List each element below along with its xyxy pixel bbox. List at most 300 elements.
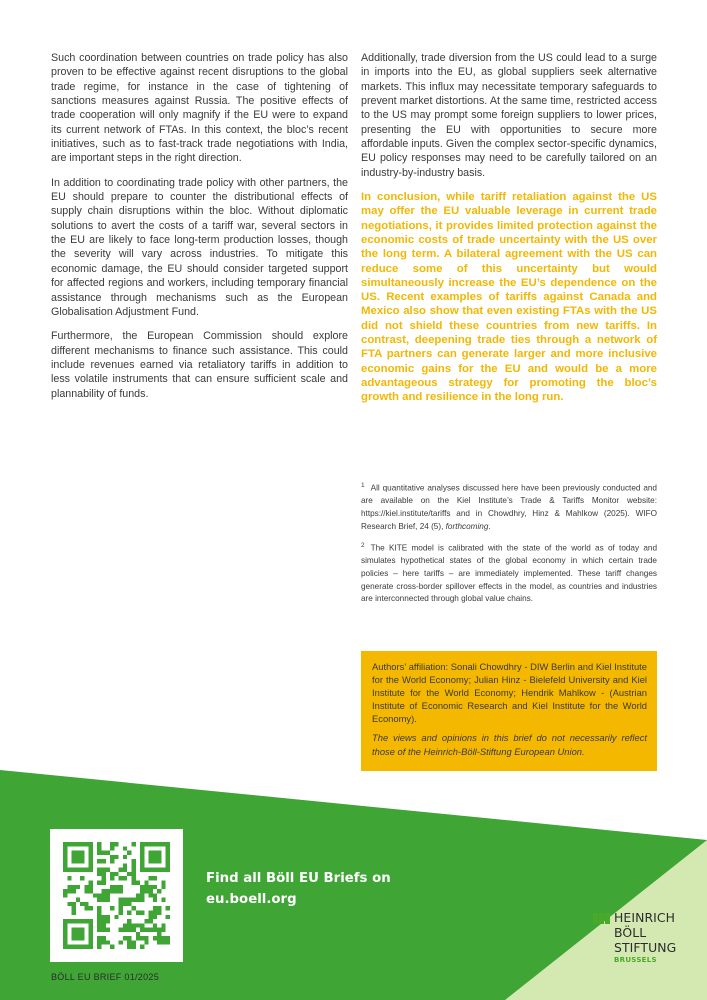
qr-module: [140, 898, 144, 902]
qr-module: [127, 936, 131, 940]
qr-module: [166, 859, 170, 863]
qr-module: [127, 945, 131, 949]
qr-module: [89, 936, 93, 940]
qr-module: [80, 876, 84, 880]
qr-module: [149, 851, 153, 855]
brief-number: BÖLL EU BRIEF 01/2025: [51, 972, 160, 982]
qr-module: [80, 851, 84, 855]
qr-module: [72, 885, 76, 889]
qr-module: [110, 859, 114, 863]
author-affiliation-box: [361, 651, 657, 771]
qr-module: [97, 940, 101, 944]
qr-module: [136, 898, 140, 902]
qr-module: [149, 842, 153, 846]
qr-module: [140, 855, 144, 859]
qr-module: [166, 936, 170, 940]
qr-module: [131, 872, 135, 876]
qr-module: [144, 889, 148, 893]
qr-module: [89, 885, 93, 889]
qr-module: [166, 863, 170, 867]
authors-affiliation: Authors’ affiliation: Sonali Chowdhry - DIW Berlin and Kiel Institute for the World Economy; Julian Hinz - Bielefeld University and Kiel Institute for the World Economy; Hendrik Mahlkow - (Austrian Institute of Economic Research and Kiel Institute for the World Economy).: [372, 661, 647, 725]
qr-module: [119, 906, 123, 910]
qr-module: [149, 893, 153, 897]
qr-module: [84, 842, 88, 846]
qr-module: [63, 851, 67, 855]
qr-module: [80, 945, 84, 949]
qr-module: [97, 868, 101, 872]
qr-module: [76, 855, 80, 859]
qr-module: [72, 889, 76, 893]
qr-module: [89, 889, 93, 893]
qr-module: [72, 906, 76, 910]
find-briefs-text: [206, 868, 391, 910]
qr-module: [119, 898, 123, 902]
qr-module: [153, 936, 157, 940]
qr-module: [157, 932, 161, 936]
qr-module: [149, 889, 153, 893]
qr-module: [80, 928, 84, 932]
qr-module: [144, 885, 148, 889]
qr-module: [153, 910, 157, 914]
qr-module: [119, 910, 123, 914]
qr-module: [157, 910, 161, 914]
footnote-end: .: [488, 521, 491, 531]
qr-module: [123, 863, 127, 867]
qr-module: [110, 855, 114, 859]
qr-module: [114, 885, 118, 889]
qr-module: [97, 851, 101, 855]
qr-module: [157, 851, 161, 855]
qr-module: [72, 928, 76, 932]
qr-module: [106, 851, 110, 855]
qr-module: [72, 932, 76, 936]
qr-module: [76, 898, 80, 902]
qr-module: [144, 928, 148, 932]
body-paragraph: Such coordination between countries on trade policy has also proven to be effective against recent disruptions to the global trade regime, for instance in the case of tightening of sanctions measures against Russia. The positive effects of trade cooperation will only magnify if the EU were to expand its current network of FTAs. In this context, the bloc’s recent initiatives, such as to fast-track trade negotiations with India, are important steps in the right direction.: [51, 52, 348, 165]
qr-module: [161, 885, 165, 889]
qr-module: [97, 945, 101, 949]
qr-module: [131, 863, 135, 867]
qr-module: [102, 919, 106, 923]
qr-module: [123, 855, 127, 859]
qr-module: [72, 902, 76, 906]
qr-module: [166, 851, 170, 855]
qr-module: [97, 898, 101, 902]
qr-module: [89, 923, 93, 927]
right-column: [361, 51, 657, 415]
qr-module: [144, 940, 148, 944]
qr-module: [161, 928, 165, 932]
qr-module: [136, 881, 140, 885]
qr-module: [72, 919, 76, 923]
qr-module: [97, 893, 101, 897]
qr-module: [114, 915, 118, 919]
footnotes: [361, 480, 657, 613]
qr-module: [76, 859, 80, 863]
qr-module: [80, 936, 84, 940]
qr-module: [97, 936, 101, 940]
qr-module: [89, 928, 93, 932]
qr-module: [67, 889, 71, 893]
qr-module: [84, 919, 88, 923]
qr-module: [157, 859, 161, 863]
qr-module: [127, 902, 131, 906]
qr-module: [80, 859, 84, 863]
qr-module: [131, 945, 135, 949]
qr-module: [110, 876, 114, 880]
qr-module: [102, 898, 106, 902]
body-paragraph: Additionally, trade diversion from the US could lead to a surge in imports into the EU, as global suppliers seek alternative markets. This influx may necessitate temporary safeguards to prevent market distortions. At the same time, restricted access to the US may prompt some foreign suppliers to lower prices, presenting the EU with opportunities to secure more affordable inputs. Given the complex sector-specific dynamics, EU policy responses may need to be carefully tailored on an industry-by-industry basis.: [361, 52, 657, 179]
qr-module: [63, 936, 67, 940]
qr-module: [140, 859, 144, 863]
website-link[interactable]: eu.boell.org: [206, 892, 297, 907]
qr-module: [161, 842, 165, 846]
qr-module: [84, 902, 88, 906]
qr-module: [131, 868, 135, 872]
logo-mark-icon: [593, 913, 611, 924]
qr-module: [127, 923, 131, 927]
qr-module: [110, 889, 114, 893]
qr-module: [63, 855, 67, 859]
qr-module: [153, 855, 157, 859]
qr-module: [123, 876, 127, 880]
qr-module: [63, 923, 67, 927]
qr-module: [63, 945, 67, 949]
qr-module: [97, 919, 101, 923]
qr-module: [63, 889, 67, 893]
qr-module: [149, 855, 153, 859]
qr-module: [166, 906, 170, 910]
qr-module: [67, 876, 71, 880]
qr-module: [123, 936, 127, 940]
qr-module: [84, 889, 88, 893]
qr-module: [89, 868, 93, 872]
qr-module: [123, 923, 127, 927]
qr-module: [149, 868, 153, 872]
qr-module: [102, 915, 106, 919]
qr-module: [140, 842, 144, 846]
qr-module: [131, 923, 135, 927]
qr-module: [67, 842, 71, 846]
qr-module: [76, 945, 80, 949]
qr-module: [63, 919, 67, 923]
qr-module: [166, 842, 170, 846]
qr-module: [140, 945, 144, 949]
qr-module: [110, 846, 114, 850]
qr-module: [76, 842, 80, 846]
qr-module: [84, 885, 88, 889]
qr-module: [76, 936, 80, 940]
qr-module: [157, 842, 161, 846]
qr-module: [153, 885, 157, 889]
qr-module: [63, 863, 67, 867]
qr-module: [84, 906, 88, 910]
qr-module: [114, 842, 118, 846]
qr-module: [89, 842, 93, 846]
qr-module: [140, 893, 144, 897]
qr-module: [76, 868, 80, 872]
qr-module: [149, 876, 153, 880]
qr-module: [153, 923, 157, 927]
qr-module: [149, 915, 153, 919]
qr-module: [89, 919, 93, 923]
qr-module: [127, 910, 131, 914]
qr-module: [153, 906, 157, 910]
qr-module: [84, 945, 88, 949]
qr-module: [153, 859, 157, 863]
qr-module: [106, 928, 110, 932]
qr-module: [106, 940, 110, 944]
qr-module: [153, 851, 157, 855]
qr-module: [114, 889, 118, 893]
qr-module: [102, 868, 106, 872]
qr-module: [63, 928, 67, 932]
qr-module: [89, 932, 93, 936]
qr-module: [166, 855, 170, 859]
qr-module: [72, 851, 76, 855]
find-line: Find all Böll EU Briefs on: [206, 871, 391, 886]
qr-module: [106, 889, 110, 893]
qr-module: [149, 859, 153, 863]
qr-module: [63, 932, 67, 936]
qr-module: [157, 868, 161, 872]
qr-module: [144, 881, 148, 885]
qr-module: [153, 915, 157, 919]
qr-module: [123, 868, 127, 872]
qr-module: [127, 940, 131, 944]
body-paragraph: In addition to coordinating trade policy with other partners, the EU should prepare to counter the distributional effects of supply chain disruptions within the bloc. Without diplomatic solutions to avert the costs of a tariff war, several sectors in the EU are likely to face long-term production losses, though the severity will vary across industries. To mitigate this economic damage, the EU should consider targeted support for affected regions and workers, including temporary financial assistance through mechanisms such as the European Globalisation Adjustment Fund.: [51, 176, 348, 318]
qr-module: [89, 859, 93, 863]
qr-module: [72, 936, 76, 940]
qr-module: [80, 855, 84, 859]
qr-module: [153, 893, 157, 897]
qr-module: [149, 885, 153, 889]
qr-module: [119, 928, 123, 932]
qr-module: [157, 928, 161, 932]
qr-module: [97, 910, 101, 914]
qr-module: [131, 842, 135, 846]
qr-module: [123, 902, 127, 906]
qr-module: [127, 898, 131, 902]
qr-module: [89, 851, 93, 855]
qr-module: [89, 906, 93, 910]
qr-module: [157, 889, 161, 893]
qr-module: [144, 936, 148, 940]
qr-module: [119, 885, 123, 889]
qr-module: [110, 872, 114, 876]
qr-module: [97, 842, 101, 846]
footnote-text: The KITE model is calibrated with the state of the world as of today and simulates hypothetical states of the global economy in which certain trade policies – here tariffs – are immediately implemented. These tariff changes generate cross-border spillover effects in the model, as countries and industries are interconnected through global value chains.: [361, 543, 657, 604]
qr-module: [106, 893, 110, 897]
qr-module: [80, 902, 84, 906]
qr-module: [97, 915, 101, 919]
qr-module: [63, 859, 67, 863]
logo-text: [614, 910, 676, 965]
qr-module: [123, 898, 127, 902]
footnote-italic: forthcoming: [445, 521, 489, 531]
logo-line: STIFTUNG: [614, 940, 677, 955]
qr-module: [63, 868, 67, 872]
qr-module: [102, 881, 106, 885]
qr-module: [80, 919, 84, 923]
qr-module: [63, 893, 67, 897]
qr-module: [97, 872, 101, 876]
qr-module: [110, 842, 114, 846]
logo-line: HEINRICH: [614, 910, 676, 925]
qr-module: [67, 902, 71, 906]
qr-module: [140, 923, 144, 927]
qr-module: [119, 940, 123, 944]
conclusion-paragraph: In conclusion, while tariff retaliation against the US may offer the EU valuable leverage in current trade negotiations, it provides limited protection against the economic costs of trade uncertainty with the US over the long term. A bilateral agreement with the US can reduce some of this uncertainty but would simultaneously increase the EU’s dependence on the US. Recent examples of tariffs against Canada and Mexico also show that even existing FTAs with the US did not shield these countries from new tariffs. In contrast, deepening trade ties through a network of FTA partners can generate larger and more inclusive economic gains for the EU and would be a more advantageous strategy for promoting the bloc’s growth and resilience in the long run.: [361, 191, 657, 404]
qr-module: [72, 910, 76, 914]
qr-module: [102, 940, 106, 944]
qr-module: [161, 881, 165, 885]
qr-module: [131, 898, 135, 902]
footnote-1: [361, 480, 657, 533]
qr-module: [106, 868, 110, 872]
qr-module: [102, 923, 106, 927]
qr-module: [140, 851, 144, 855]
qr-module: [157, 940, 161, 944]
qr-module: [166, 940, 170, 944]
footnote-number: 1: [361, 482, 365, 489]
qr-module: [136, 893, 140, 897]
qr-module: [67, 885, 71, 889]
qr-module: [123, 846, 127, 850]
qr-module: [140, 910, 144, 914]
qr-module: [97, 846, 101, 850]
qr-module: [110, 945, 114, 949]
qr-module: [166, 915, 170, 919]
qr-module: [153, 876, 157, 880]
qr-module: [157, 936, 161, 940]
qr-module: [80, 868, 84, 872]
qr-module: [72, 855, 76, 859]
qr-module: [114, 855, 118, 859]
qr-module: [161, 936, 165, 940]
qr-module: [144, 842, 148, 846]
qr-module: [131, 881, 135, 885]
qr-module: [102, 889, 106, 893]
qr-module: [76, 919, 80, 923]
qr-module: [89, 846, 93, 850]
qr-module: [97, 859, 101, 863]
logo-bar: [593, 913, 598, 924]
qr-module: [89, 940, 93, 944]
qr-module: [153, 842, 157, 846]
qr-module: [119, 902, 123, 906]
qr-module: [102, 859, 106, 863]
qr-module: [102, 876, 106, 880]
qr-module: [127, 851, 131, 855]
qr-module: [72, 945, 76, 949]
qr-module: [67, 945, 71, 949]
body-paragraph: Furthermore, the European Commission should explore different mechanisms to finance such assistance. This could include revenues earned via retaliatory tariffs in addition to less volatile instruments that can ensure sufficient scale and plannability of funds.: [51, 330, 348, 400]
qr-module: [166, 868, 170, 872]
qr-module: [144, 919, 148, 923]
qr-module: [106, 915, 110, 919]
footnote-number: 2: [361, 542, 365, 550]
qr-module: [161, 923, 165, 927]
qr-module: [106, 919, 110, 923]
qr-module: [123, 928, 127, 932]
qr-module: [97, 881, 101, 885]
qr-module: [119, 876, 123, 880]
qr-code-icon: [63, 842, 170, 949]
qr-module: [131, 859, 135, 863]
qr-module: [140, 936, 144, 940]
qr-module: [136, 923, 140, 927]
qr-module: [93, 893, 97, 897]
qr-module: [131, 940, 135, 944]
qr-module: [63, 940, 67, 944]
qr-module: [72, 868, 76, 872]
qr-module: [76, 932, 80, 936]
logo-city: BRUSSELS: [614, 956, 657, 964]
qr-module: [136, 936, 140, 940]
qr-module: [89, 855, 93, 859]
qr-module: [136, 932, 140, 936]
qr-code[interactable]: [50, 829, 183, 962]
qr-module: [144, 868, 148, 872]
qr-module: [97, 906, 101, 910]
qr-module: [102, 872, 106, 876]
qr-module: [119, 889, 123, 893]
qr-module: [76, 885, 80, 889]
qr-module: [89, 863, 93, 867]
qr-module: [110, 885, 114, 889]
qr-module: [140, 868, 144, 872]
qr-module: [161, 898, 165, 902]
qr-module: [127, 872, 131, 876]
qr-module: [149, 910, 153, 914]
qr-module: [161, 940, 165, 944]
qr-module: [72, 842, 76, 846]
qr-module: [153, 898, 157, 902]
qr-module: [127, 928, 131, 932]
qr-module: [106, 898, 110, 902]
qr-module: [153, 868, 157, 872]
qr-module: [102, 936, 106, 940]
footnote-text: All quantitative analyses discussed here have been previously conducted and are available on the Kiel Institute’s Trade & Tariffs Monitor website: https://kiel.institute/tariffs and in Chowdhry, Hinz & Mahlkow (2025). WIFO Research Brief, 24 (5),: [361, 483, 657, 531]
qr-module: [140, 928, 144, 932]
qr-module: [67, 919, 71, 923]
qr-module: [166, 846, 170, 850]
qr-module: [131, 876, 135, 880]
qr-module: [140, 863, 144, 867]
qr-module: [119, 868, 123, 872]
qr-module: [131, 906, 135, 910]
qr-module: [67, 868, 71, 872]
qr-module: [76, 851, 80, 855]
disclaimer: The views and opinions in this brief do not necessarily reflect those of the Heinrich-Böll-Stiftung European Union.: [372, 732, 647, 757]
qr-module: [127, 919, 131, 923]
qr-module: [149, 919, 153, 923]
qr-module: [97, 928, 101, 932]
qr-module: [63, 842, 67, 846]
logo-bar: [599, 913, 604, 924]
qr-module: [157, 855, 161, 859]
qr-module: [63, 846, 67, 850]
qr-module: [149, 928, 153, 932]
qr-module: [80, 842, 84, 846]
qr-module: [97, 923, 101, 927]
logo-line: BÖLL: [614, 925, 647, 940]
qr-module: [157, 906, 161, 910]
qr-module: [102, 928, 106, 932]
qr-module: [140, 885, 144, 889]
qr-module: [110, 906, 114, 910]
